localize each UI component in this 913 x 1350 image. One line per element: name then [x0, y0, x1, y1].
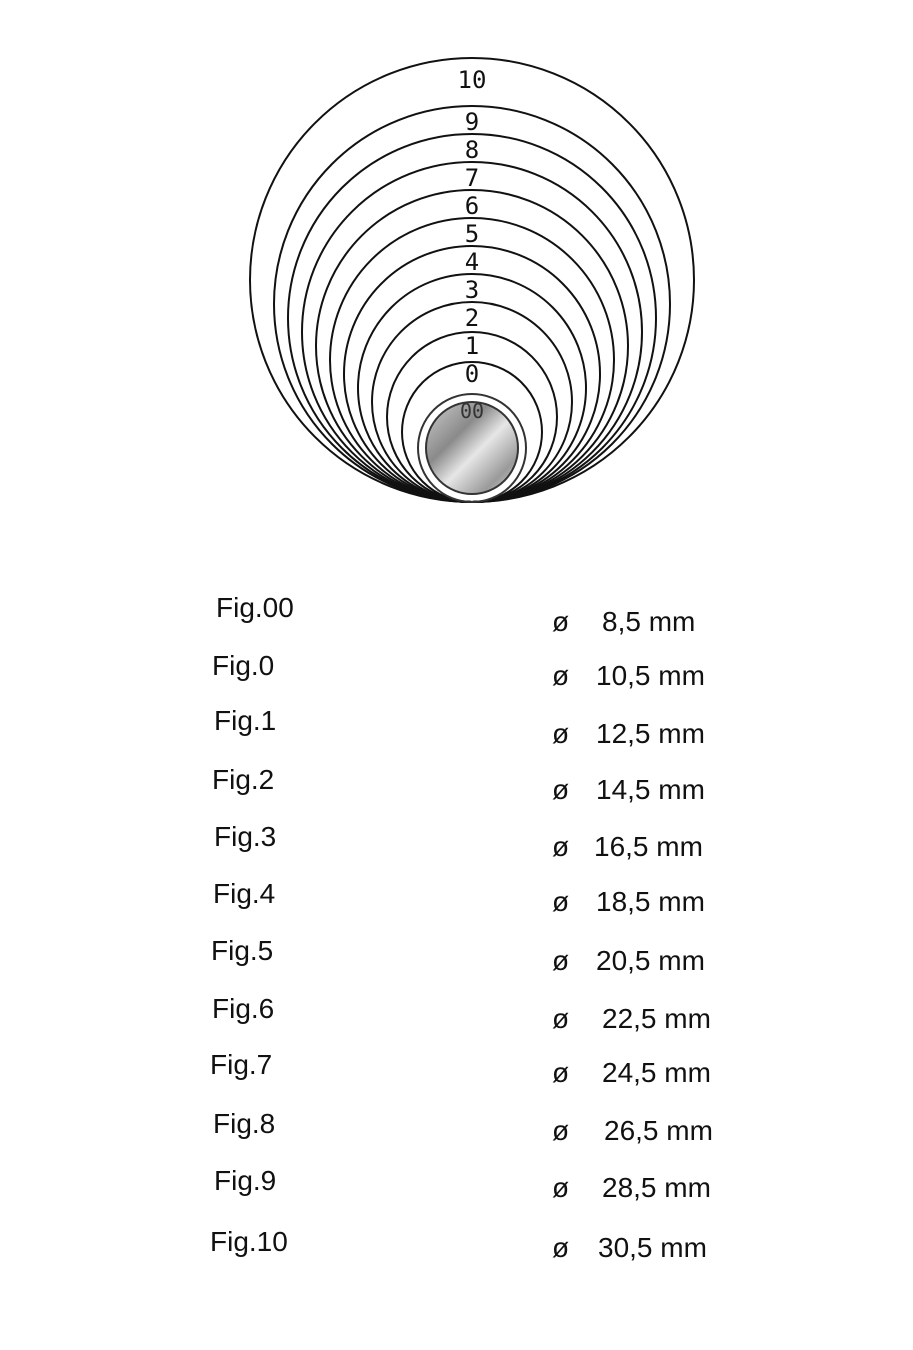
- fig-label: Fig.4: [213, 878, 276, 909]
- ring-label-0: 0: [464, 360, 480, 388]
- diameter-text: 26,5 mm: [604, 1115, 713, 1146]
- diameter-value: [552, 1172, 711, 1204]
- diameter-value: [552, 718, 705, 750]
- diameter-value: [552, 945, 705, 977]
- fig-label: Fig.8: [213, 1108, 276, 1139]
- diameter-value: [552, 606, 695, 638]
- ring-label-00: 00: [459, 399, 485, 423]
- diameter-icon: ø: [552, 1172, 570, 1203]
- ring-label-7: 7: [464, 164, 480, 192]
- fig-label: Fig.10: [210, 1226, 288, 1257]
- diameter-text: 10,5 mm: [596, 660, 705, 691]
- ring-label-10: 10: [457, 66, 487, 94]
- fig-label: Fig.5: [211, 935, 274, 966]
- diameter-icon: ø: [552, 945, 570, 976]
- fig-label: Fig.9: [214, 1165, 277, 1196]
- diameter-icon: ø: [552, 1003, 570, 1034]
- diameter-value: [552, 660, 705, 692]
- diameter-value: [552, 774, 705, 806]
- diameter-value: [552, 1057, 711, 1089]
- diameter-text: 28,5 mm: [602, 1172, 711, 1203]
- ring-label-8: 8: [464, 136, 480, 164]
- fig-label: Fig.3: [214, 821, 277, 852]
- diameter-text: 22,5 mm: [602, 1003, 711, 1034]
- fig-label: Fig.7: [210, 1049, 273, 1080]
- fig-label: Fig.00: [216, 592, 294, 623]
- ring-label-4: 4: [464, 248, 480, 276]
- diameter-icon: ø: [552, 718, 570, 749]
- diameter-text: 16,5 mm: [594, 831, 703, 862]
- ring-label-3: 3: [464, 276, 480, 304]
- diameter-value: [552, 1232, 707, 1264]
- ring-label-5: 5: [464, 220, 480, 248]
- diameter-icon: ø: [552, 606, 570, 637]
- ring-label-2: 2: [464, 304, 480, 332]
- diameter-value: [552, 1115, 713, 1147]
- diameter-icon: ø: [552, 774, 570, 805]
- diameter-text: 8,5 mm: [602, 606, 696, 637]
- diameter-text: 14,5 mm: [596, 774, 705, 805]
- diameter-value: [552, 1003, 711, 1035]
- diameter-text: 18,5 mm: [596, 886, 705, 917]
- diameter-value: [552, 886, 705, 918]
- diameter-icon: ø: [552, 660, 570, 691]
- diameter-text: 20,5 mm: [596, 945, 705, 976]
- diameter-text: 30,5 mm: [598, 1232, 707, 1263]
- ring-label-1: 1: [464, 332, 480, 360]
- ring-label-6: 6: [464, 192, 480, 220]
- diameter-text: 12,5 mm: [596, 718, 705, 749]
- diameter-icon: ø: [552, 886, 570, 917]
- fig-label: Fig.0: [212, 650, 275, 681]
- diameter-value: [552, 831, 703, 863]
- diameter-icon: ø: [552, 1232, 570, 1263]
- fig-label: Fig.6: [212, 993, 275, 1024]
- fig-label: Fig.1: [214, 705, 277, 736]
- diameter-text: 24,5 mm: [602, 1057, 711, 1088]
- ring-label-9: 9: [464, 108, 480, 136]
- diameter-icon: ø: [552, 1057, 570, 1088]
- diameter-icon: ø: [552, 1115, 570, 1146]
- diameter-icon: ø: [552, 831, 570, 862]
- fig-label: Fig.2: [212, 764, 275, 795]
